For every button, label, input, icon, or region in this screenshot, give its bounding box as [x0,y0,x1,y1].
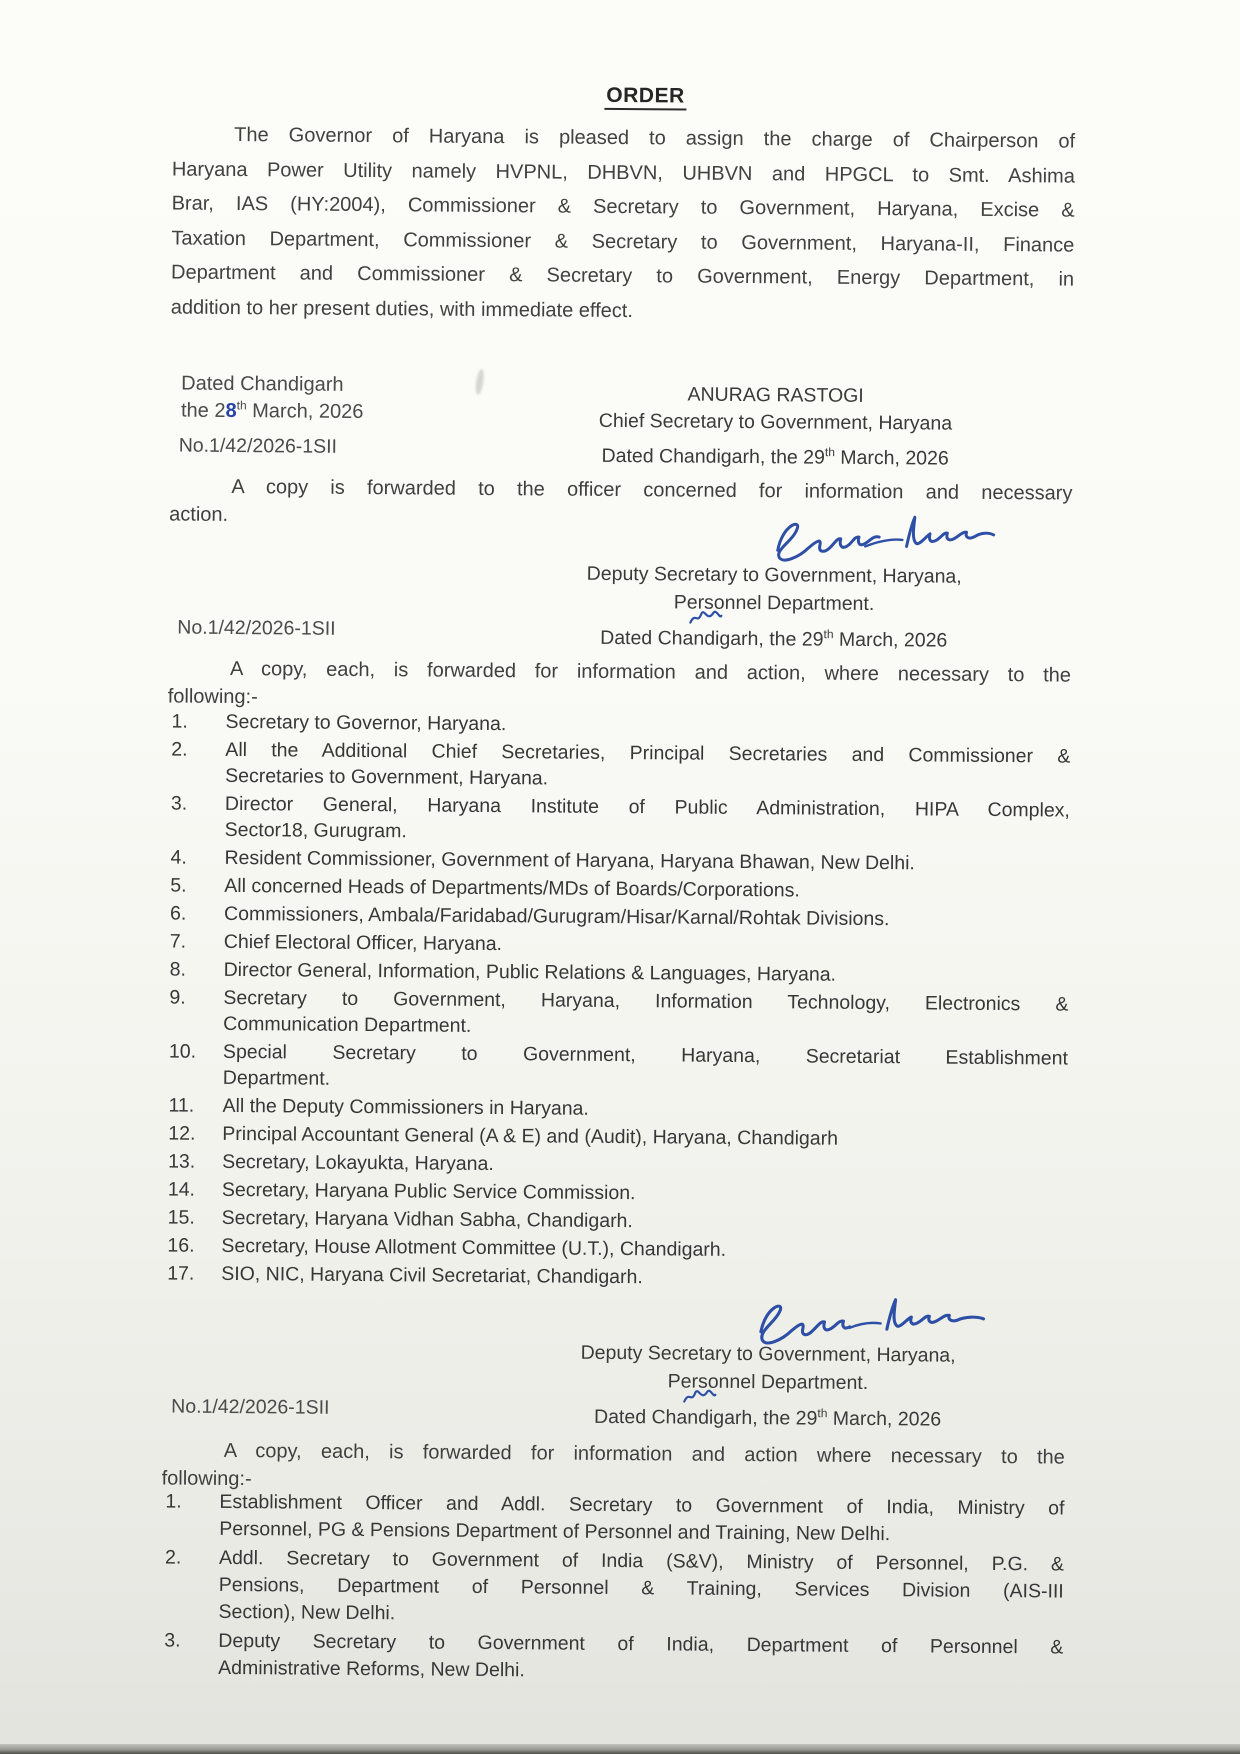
signatory-name: ANURAG RASTOGI [687,383,864,407]
signature-ink-suresh-kumar [745,510,1017,562]
list-item: All the Additional Chief Secretaries, Principal Secretaries and Commissioner & Secretaries to Government, Haryana. [225,738,1071,790]
paragraph-line: Brar, IAS (HY:2004), Commissioner & Secretary to Government, Haryana, Excise & [171,192,1075,222]
list-item: Addl. Secretary to Government of India (S&V), Ministry of Personnel, P.G. & Pensions, Department of Personnel & Training, Services Division (AIS-III Section), New Delhi. [218,1546,1065,1625]
forwarding-line: following:- [167,684,258,708]
order-title-text: ORDER [604,84,687,111]
deputy-signature-block [555,1340,980,1398]
paragraph-line: Department and Commissioner & Secretary to Government, Energy Department, in [171,261,1075,291]
order-body-paragraph [171,117,1076,331]
list-item: Secretary, Haryana Vidhan Sabha, Chandigarh. [221,1206,633,1233]
paragraph-line: Taxation Department, Commissioner & Secretary to Government, Haryana-II, Finance [171,226,1075,257]
order-title [210,81,1080,112]
list-item: Chief Electoral Officer, Haryana. [223,930,503,956]
forwarding-line: A copy, each, is forwarded for information and action where necessary to the [223,1439,1065,1469]
paragraph-line: addition to her present duties, with immediate effect. [170,295,634,322]
list-item: Principal Accountant General (A & E) and (Audit), Haryana, Chandigarh [222,1122,839,1150]
reference-number: No.1/42/2026-1SII [178,434,338,458]
ink-scribble [688,609,724,626]
dated-line: Dated Chandigarh, the 29th March, 2026 [601,444,949,470]
list-item: All the Deputy Commissioners in Haryana. [222,1094,589,1120]
list-item: Secretary to Government, Haryana, Information Technology, Electronics & Communication Department. [223,986,1069,1037]
dateline-date: the 28th March, 2026 [180,398,364,423]
forwarding-line: A copy, each, is forwarded for information and action, where necessary to the [229,657,1072,687]
dated-line: Dated Chandigarh, the 29th March, 2026 [600,626,948,652]
personnel-department-line: Personnel Department. [561,588,986,619]
signature-ink-suresh-kumar [726,1292,1011,1346]
forwarding-note-2 [168,655,1071,717]
personnel-department-line: Personnel Department. [555,1367,980,1398]
signatory-designation: Chief Secretary to Government, Haryana [598,409,953,435]
list-item: Special Secretary to Government, Haryana, Secretariat Establishment Department. [222,1040,1069,1090]
distribution-list-1 [163,708,1071,1295]
distribution-list-2 [160,1488,1065,1690]
forwarding-line: A copy is forwarded to the officer concerned for information and necessary [231,475,1073,505]
signature-strokes [744,505,1018,567]
paragraph-line: Haryana Power Utility namely HVPNL, DHBVN, UHBVN and HPGCL to Smt. Ashima [171,157,1075,188]
paragraph-line: The Governor of Haryana is pleased to assign the charge of Chairperson of [234,123,1076,153]
scan-smudge-artifact [474,369,485,396]
personnel-word: Personnel [668,1368,756,1396]
list-item: Secretary, House Allotment Committee (U.T.), Chandigarh. [221,1234,727,1261]
list-item: Establishment Officer and Addl. Secretary to Government of India, Ministry of Personnel, PG & Pensions Department of Personnel and Training, New Delhi. [219,1490,1065,1546]
list-item: Secretary, Lokayukta, Haryana. [222,1150,494,1176]
list-item: Director General, Haryana Institute of Public Administration, HIPA Complex, Sector18, Gurugram. [224,792,1070,843]
deputy-secretary-designation: Deputy Secretary to Government, Haryana, [580,1341,956,1367]
list-item: All concerned Heads of Departments/MDs of Boards/Corporations. [224,874,800,902]
list-item: SIO, NIC, Haryana Civil Secretariat, Chandigarh. [221,1262,643,1289]
signatory-block [573,381,978,438]
dateline-place: Dated Chandigarh [181,372,344,396]
dated-line: Dated Chandigarh, the 29th March, 2026 [593,1405,942,1431]
deputy-secretary-designation: Deputy Secretary to Government, Haryana, [586,562,962,588]
list-item: Director General, Information, Public Relations & Languages, Haryana. [223,958,837,986]
list-item: Deputy Secretary to Government of India, Department of Personnel & Administrative Reforms, New Delhi. [218,1629,1064,1682]
deputy-signature-block [561,561,986,619]
list-item: Commissioners, Ambala/Faridabad/Gurugram/Hisar/Karnal/Rohtak Divisions. [223,902,890,931]
list-item: Resident Commissioner, Government of Haryana, Haryana Bhawan, New Delhi. [224,846,915,875]
forwarding-line: action. [169,502,229,526]
list-item: Secretary, Haryana Public Service Commission. [221,1178,636,1205]
personnel-word: Personnel [674,589,762,617]
reference-number: No.1/42/2026-1SII [171,1395,330,1419]
ink-scribble [681,1388,717,1405]
page-bottom-scan-edge [0,1744,1240,1754]
handwritten-digit-correction: 8 [225,399,237,422]
dateline-left [181,371,364,426]
list-item: Secretary to Governor, Haryana. [225,710,507,736]
reference-number: No.1/42/2026-1SII [177,616,336,640]
forwarding-line: following:- [161,1466,252,1490]
